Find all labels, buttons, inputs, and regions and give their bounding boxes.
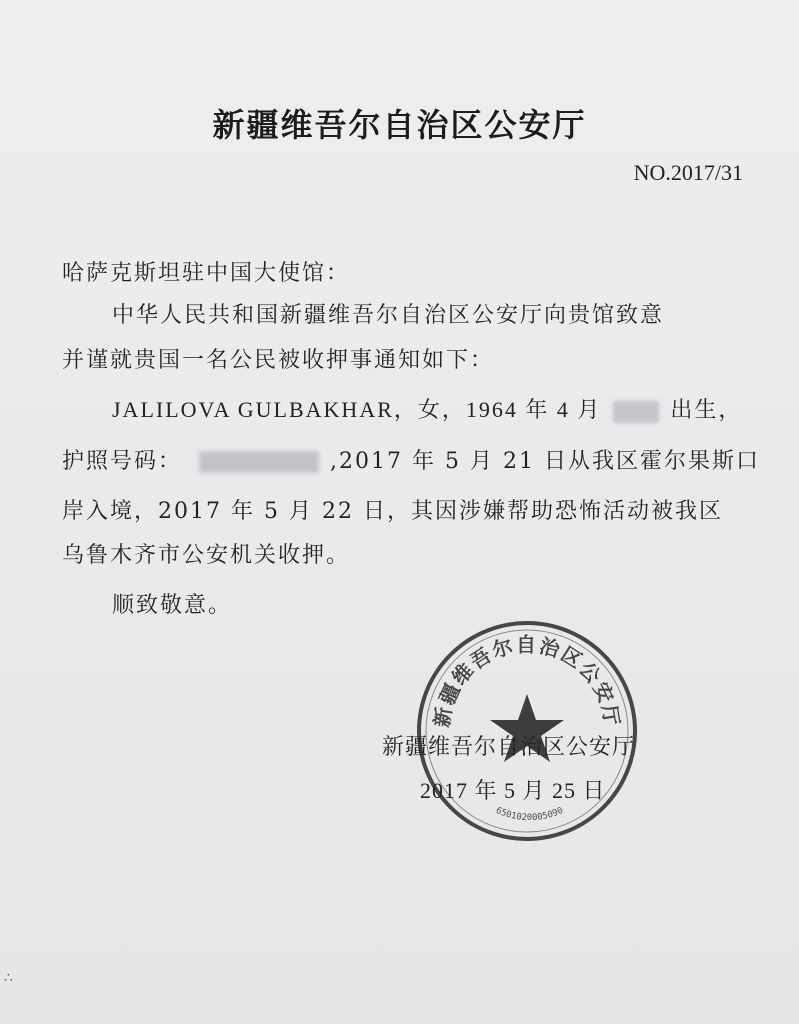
paragraph-1-line-2: 并谨就贵国一名公民被收押事通知如下： — [62, 348, 495, 373]
document-number: NO.2017/31 — [633, 160, 743, 185]
seal-serial: 6501020005090 — [494, 805, 565, 824]
closing-line: 顺致敬意。 — [112, 593, 233, 618]
issue-date: 2017 年 5 月 25 日 — [420, 778, 606, 803]
paragraph-2-line-3: 岸入境，2017 年 5 月 22 日，其因涉嫌帮助恐怖活动被我区 — [62, 499, 723, 524]
svg-text:6501020005090 — [494, 806, 565, 823]
paper-speck-icon: ∴ — [4, 970, 13, 986]
paragraph-1-line-1: 中华人民共和国新疆维吾尔自治区公安厅向贵馆致意 — [112, 303, 665, 328]
redacted-birth-day — [613, 401, 659, 423]
passport-label: 护照号码： — [62, 449, 183, 474]
paragraph-2-line-4: 乌鲁木齐市公安机关收押。 — [62, 543, 351, 568]
paragraph-2-line-2-text: ,2017 年 5 月 21 日从我区霍尔果斯口 — [330, 449, 760, 474]
document-title: 新疆维吾尔自治区公安厅 — [212, 106, 587, 144]
issuer-signature: 新疆维吾尔自治区公安厅 — [382, 735, 636, 760]
paragraph-2-line-1-text: JALILOVA GULBAKHAR，女，1964 年 4 月 — [112, 397, 602, 422]
paragraph-2-line-1-end: 出生， — [670, 397, 743, 422]
paragraph-2-line-1 — [112, 393, 742, 424]
salutation: 哈萨克斯坦驻中国大使馆： — [62, 261, 351, 286]
seal-ring-text: 新疆维吾尔自治区公安厅 — [429, 632, 625, 729]
paragraph-2-line-2 — [62, 444, 760, 475]
redacted-passport-number — [199, 451, 319, 473]
